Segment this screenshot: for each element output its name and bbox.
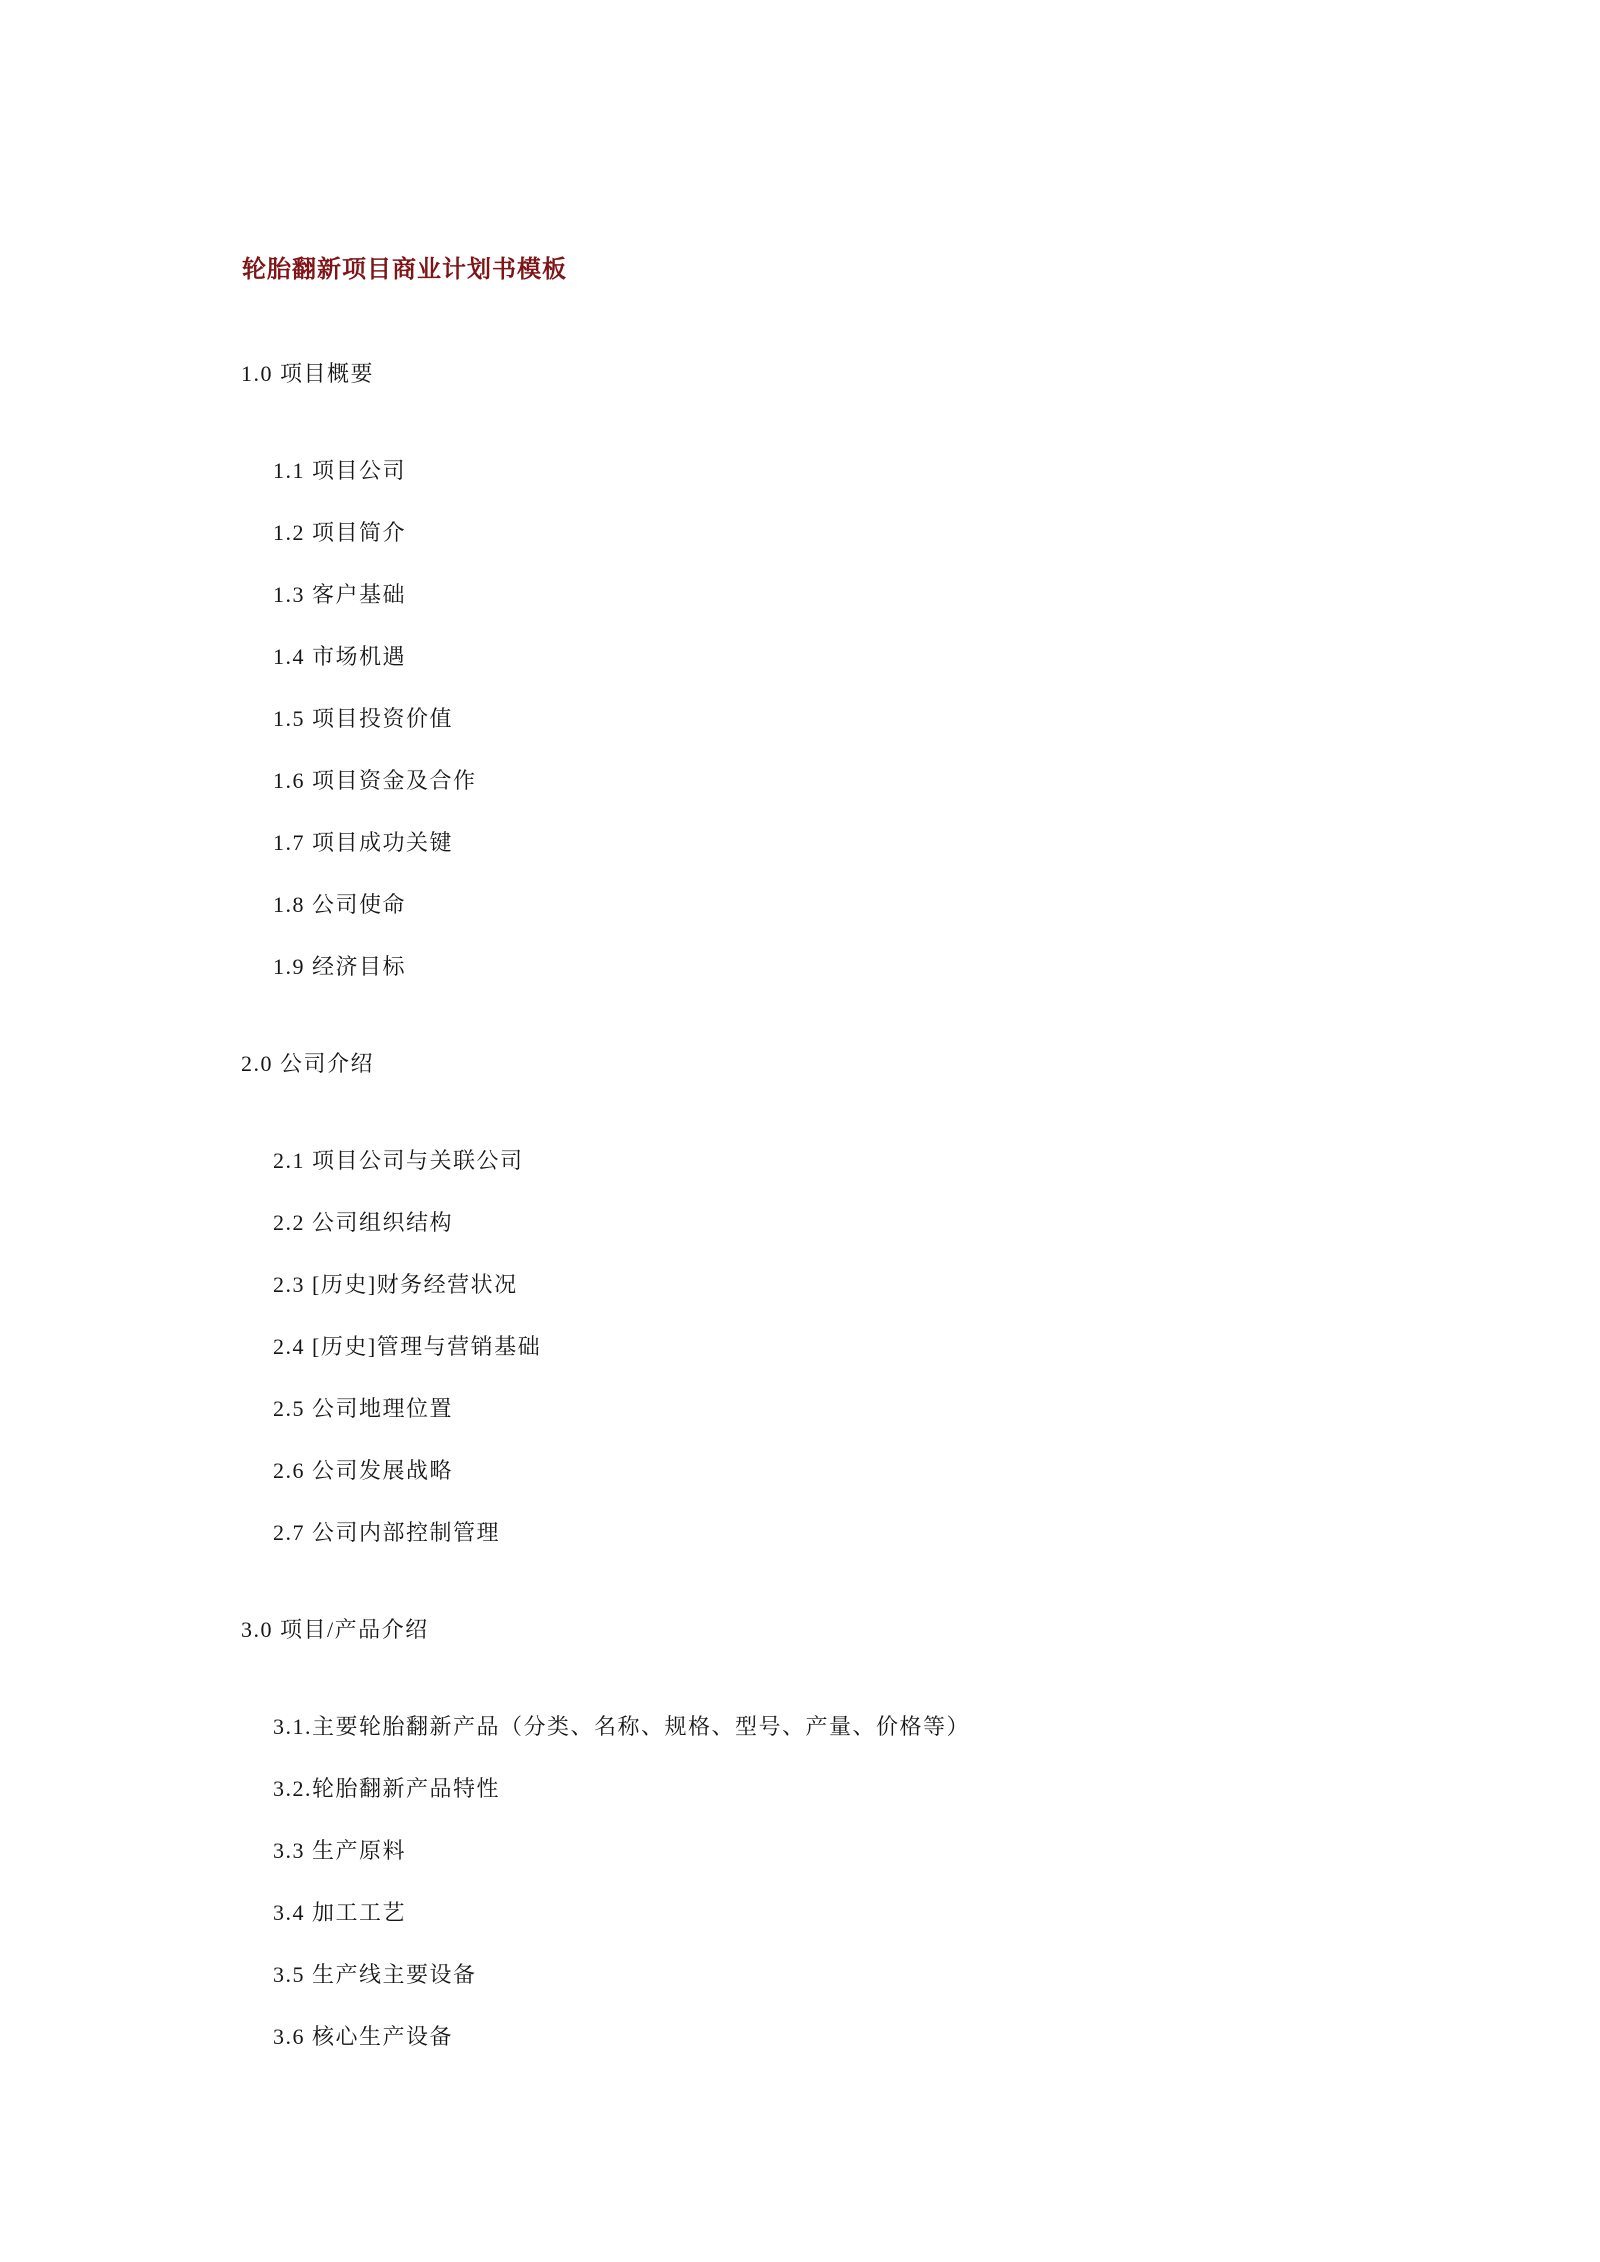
toc-item-2-4: 2.4 [历史]管理与营销基础	[273, 1334, 542, 1359]
toc-item-1-8: 1.8 公司使命	[273, 892, 407, 917]
toc-item-1-1: 1.1 项目公司	[273, 458, 407, 483]
toc-item-2-6: 2.6 公司发展战略	[273, 1458, 454, 1483]
toc-heading-3-0: 3.0 项目/产品介绍	[241, 1617, 429, 1642]
toc-item-2-3: 2.3 [历史]财务经营状况	[273, 1272, 518, 1297]
toc-item-2-1: 2.1 项目公司与关联公司	[273, 1148, 524, 1173]
document-title: 轮胎翻新项目商业计划书模板	[242, 257, 567, 283]
toc-item-3-6: 3.6 核心生产设备	[273, 2024, 454, 2049]
toc-item-2-7: 2.7 公司内部控制管理	[273, 1520, 501, 1545]
toc-item-1-7: 1.7 项目成功关键	[273, 830, 454, 855]
toc-item-1-3: 1.3 客户基础	[273, 582, 407, 607]
toc-item-3-3: 3.3 生产原料	[273, 1838, 407, 1863]
toc-item-1-2: 1.2 项目简介	[273, 520, 407, 545]
toc-item-2-5: 2.5 公司地理位置	[273, 1396, 454, 1421]
toc-heading-2-0: 2.0 公司介绍	[241, 1051, 375, 1076]
toc-item-3-4: 3.4 加工工艺	[273, 1900, 407, 1925]
toc-item-1-4: 1.4 市场机遇	[273, 644, 407, 669]
toc-item-1-5: 1.5 项目投资价值	[273, 706, 454, 731]
toc-item-3-1: 3.1.主要轮胎翻新产品（分类、名称、规格、型号、产量、价格等）	[273, 1714, 971, 1739]
toc-item-3-2: 3.2.轮胎翻新产品特性	[273, 1776, 501, 1801]
toc-item-1-9: 1.9 经济目标	[273, 954, 407, 979]
toc-item-3-5: 3.5 生产线主要设备	[273, 1962, 477, 1987]
toc-item-1-6: 1.6 项目资金及合作	[273, 768, 477, 793]
toc-item-2-2: 2.2 公司组织结构	[273, 1210, 454, 1235]
toc-heading-1-0: 1.0 项目概要	[241, 361, 375, 386]
